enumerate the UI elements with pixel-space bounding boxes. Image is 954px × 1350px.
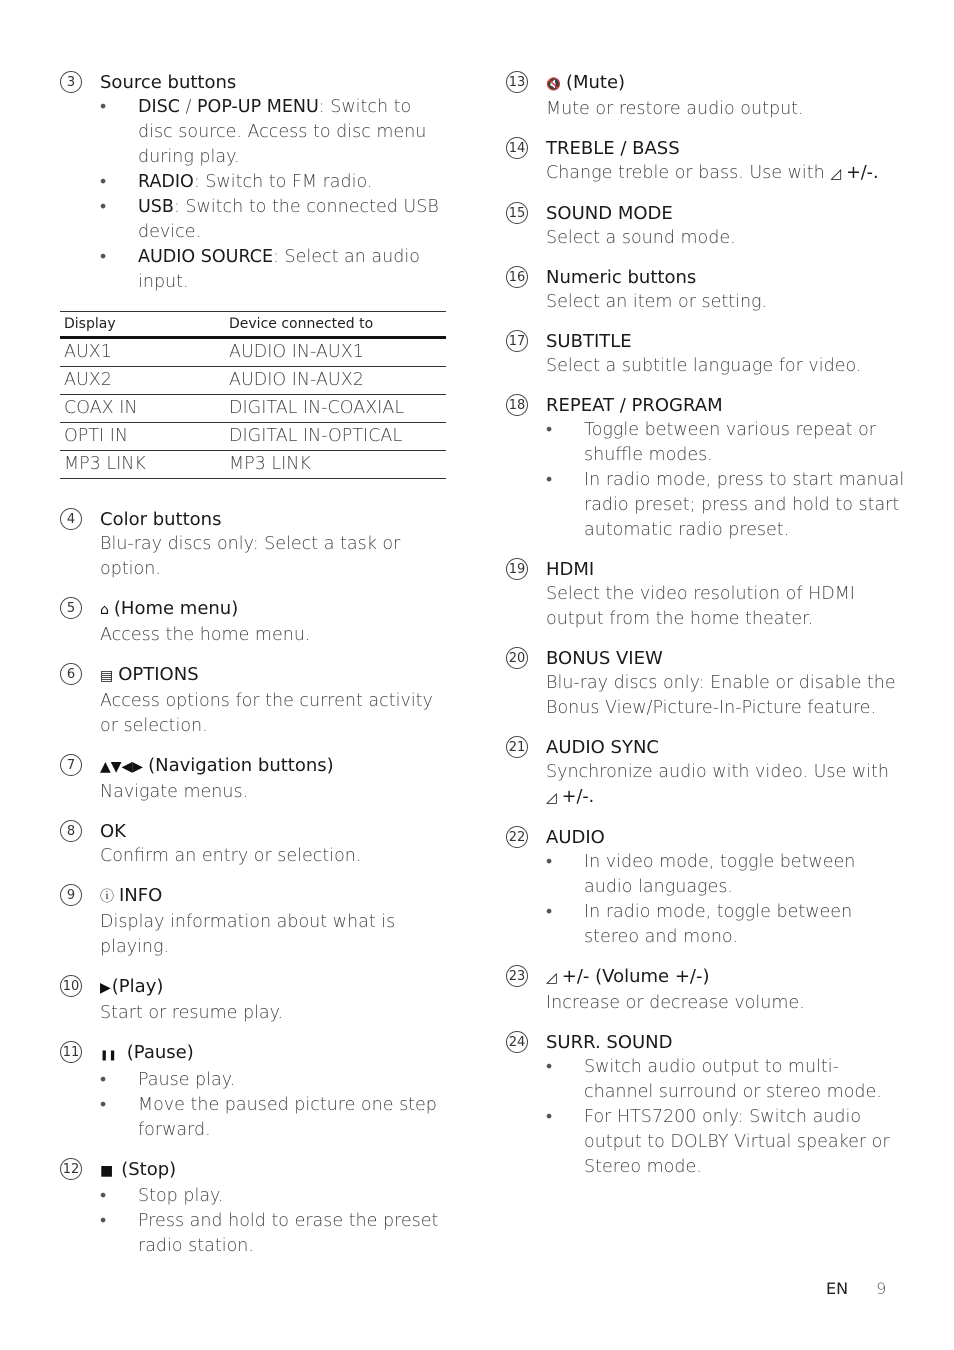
- item-description: Confirm an entry or selection.: [100, 846, 362, 866]
- item-surr-sound: [506, 1030, 906, 1180]
- item-title: Numeric buttons: [546, 267, 697, 288]
- item-source-buttons: [60, 70, 450, 295]
- table-cell: AUX2: [60, 367, 225, 395]
- item-title: BONUS VIEW: [546, 648, 663, 669]
- item-subtitle: [506, 329, 906, 379]
- list-item: • Switch audio output to multi-channel surround or stereo mode.: [546, 1055, 906, 1105]
- page-footer: [826, 1279, 886, 1298]
- item-info: [60, 883, 450, 960]
- navigation-arrows-icon: ▲▼◀▶: [100, 759, 144, 775]
- item-number: 20: [506, 647, 528, 669]
- list-item: • USB: Switch to the connected USB device.: [100, 195, 450, 245]
- item-description: Access options for the current activity or selection.: [100, 691, 433, 736]
- item-number: 14: [506, 137, 528, 159]
- item-audio-sync: [506, 735, 906, 811]
- item-number: 3: [60, 71, 82, 93]
- table-cell: DIGITAL IN-OPTICAL: [225, 423, 446, 451]
- stop-icon: ■: [100, 1163, 114, 1179]
- table-header: Display: [60, 312, 225, 338]
- item-repeat-program: [506, 393, 906, 543]
- item-title: ◿ +/- (Volume +/-): [546, 964, 906, 991]
- item-hdmi: [506, 557, 906, 632]
- list-item: • Toggle between various repeat or shuffle modes.: [546, 418, 906, 468]
- item-title: ▤ OPTIONS: [100, 662, 450, 689]
- right-column: [506, 70, 906, 1194]
- item-number: 5: [60, 597, 82, 619]
- info-icon: ⓘ: [100, 889, 114, 905]
- item-description: Blu-ray discs only: Enable or disable the Bonus View/Picture-In-Picture feature.: [546, 673, 896, 718]
- item-description: Select the video resolution of HDMI output from the home theater.: [546, 584, 855, 629]
- item-title: HDMI: [546, 559, 595, 580]
- item-title: SUBTITLE: [546, 331, 632, 352]
- volume-icon: ◿: [546, 970, 557, 986]
- item-number: 15: [506, 202, 528, 224]
- item-title: REPEAT / PROGRAM: [546, 395, 723, 416]
- bullet-list: [100, 95, 450, 295]
- item-description: Synchronize audio with video. Use with ◿ +/-.: [546, 760, 906, 811]
- item-number: 4: [60, 508, 82, 530]
- list-item: • In radio mode, toggle between stereo and mono.: [546, 900, 906, 950]
- table-cell: AUDIO IN-AUX2: [225, 367, 446, 395]
- table-row: [60, 367, 446, 395]
- item-title: ⓘ INFO: [100, 883, 450, 910]
- table-cell: AUX1: [60, 338, 225, 367]
- item-description: Mute or restore audio output.: [546, 99, 804, 119]
- item-title: ❚❚ (Pause): [100, 1040, 450, 1068]
- list-item: • Press and hold to erase the preset radio station.: [100, 1209, 450, 1259]
- bullet-list: [546, 1055, 906, 1180]
- item-options: [60, 662, 450, 739]
- options-icon: ▤: [100, 668, 114, 684]
- list-item: • Move the paused picture one step forward.: [100, 1093, 450, 1143]
- bullet-list: [100, 1068, 450, 1143]
- item-title: 🔇 (Mute): [546, 70, 906, 97]
- table-cell: MP3 LINK: [60, 451, 225, 479]
- item-description: Navigate menus.: [100, 782, 249, 802]
- item-description: Access the home menu.: [100, 625, 311, 645]
- bullet-list: [100, 1184, 450, 1259]
- table-row: [60, 395, 446, 423]
- table-cell: OPTI IN: [60, 423, 225, 451]
- item-description: Display information about what is playing.: [100, 912, 396, 957]
- item-pause: [60, 1040, 450, 1143]
- list-item: • Pause play.: [100, 1068, 450, 1093]
- item-number: 19: [506, 558, 528, 580]
- item-title: Source buttons: [100, 72, 237, 93]
- item-title: ■ (Stop): [100, 1157, 450, 1184]
- display-table: [60, 311, 446, 479]
- language-label: EN: [826, 1279, 849, 1298]
- item-number: 16: [506, 266, 528, 288]
- item-volume: [506, 964, 906, 1016]
- item-home-menu: [60, 596, 450, 648]
- item-number: 6: [60, 663, 82, 685]
- item-audio: [506, 825, 906, 950]
- list-item: • In video mode, toggle between audio languages.: [546, 850, 906, 900]
- table-cell: COAX IN: [60, 395, 225, 423]
- table-row: [60, 451, 446, 479]
- volume-icon: ◿: [546, 790, 557, 806]
- item-treble-bass: [506, 136, 906, 187]
- item-number: 13: [506, 71, 528, 93]
- item-number: 17: [506, 330, 528, 352]
- item-sound-mode: [506, 201, 906, 251]
- item-title: Color buttons: [100, 509, 222, 530]
- item-description: Select a sound mode.: [546, 228, 736, 248]
- item-number: 23: [506, 965, 528, 987]
- item-description: Start or resume play.: [100, 1003, 284, 1023]
- item-number: 12: [60, 1158, 82, 1180]
- item-mute: [506, 70, 906, 122]
- item-title: AUDIO SYNC: [546, 737, 660, 758]
- item-number: 11: [60, 1041, 82, 1063]
- item-play: [60, 974, 450, 1026]
- item-description: Change treble or bass. Use with ◿ +/-.: [546, 161, 906, 187]
- item-description: Select an item or setting.: [546, 292, 768, 312]
- table-cell: DIGITAL IN-COAXIAL: [225, 395, 446, 423]
- item-number: 22: [506, 826, 528, 848]
- page-number: 9: [876, 1279, 887, 1298]
- item-number: 21: [506, 736, 528, 758]
- play-icon: ▶: [100, 980, 111, 996]
- table-row: [60, 338, 446, 367]
- item-number: 8: [60, 820, 82, 842]
- bullet-list: [546, 418, 906, 543]
- item-number: 9: [60, 884, 82, 906]
- item-title: OK: [100, 821, 126, 842]
- list-item: • In radio mode, press to start manual radio preset; press and hold to start automatic radio preset.: [546, 468, 906, 543]
- item-title: ▲▼◀▶ (Navigation buttons): [100, 753, 450, 780]
- list-item: • AUDIO SOURCE: Select an audio input.: [100, 245, 450, 295]
- table-header: Device connected to: [225, 312, 446, 338]
- item-navigation-buttons: [60, 753, 450, 805]
- table-header-row: [60, 312, 446, 338]
- item-title: TREBLE / BASS: [546, 138, 680, 159]
- table-row: [60, 423, 446, 451]
- left-column: [60, 70, 450, 1273]
- item-number: 7: [60, 754, 82, 776]
- list-item: • Stop play.: [100, 1184, 450, 1209]
- pause-icon: ❚❚: [100, 1050, 117, 1061]
- item-title: SOUND MODE: [546, 203, 673, 224]
- item-number: 10: [60, 975, 82, 997]
- mute-icon: 🔇: [546, 77, 561, 91]
- item-description: Increase or decrease volume.: [546, 993, 805, 1013]
- item-stop: [60, 1157, 450, 1259]
- item-numeric-buttons: [506, 265, 906, 315]
- item-description: Select a subtitle language for video.: [546, 356, 862, 376]
- item-number: 24: [506, 1031, 528, 1053]
- item-title: SURR. SOUND: [546, 1032, 673, 1053]
- list-item: • DISC / POP-UP MENU: Switch to disc source. Access to disc menu during play.: [100, 95, 450, 170]
- item-title: ▶(Play): [100, 974, 450, 1001]
- item-description: Blu-ray discs only: Select a task or option.: [100, 534, 401, 579]
- item-number: 18: [506, 394, 528, 416]
- item-color-buttons: [60, 507, 450, 582]
- item-title: ⌂ (Home menu): [100, 596, 450, 623]
- table-cell: MP3 LINK: [225, 451, 446, 479]
- volume-icon: ◿: [830, 166, 842, 182]
- home-icon: ⌂: [100, 602, 109, 618]
- item-ok: [60, 819, 450, 869]
- list-item: • For HTS7200 only: Switch audio output to DOLBY Virtual speaker or Stereo mode.: [546, 1105, 906, 1180]
- bullet-list: [546, 850, 906, 950]
- list-item: • RADIO: Switch to FM radio.: [100, 170, 450, 195]
- item-bonus-view: [506, 646, 906, 721]
- item-title: AUDIO: [546, 827, 605, 848]
- table-cell: AUDIO IN-AUX1: [225, 338, 446, 367]
